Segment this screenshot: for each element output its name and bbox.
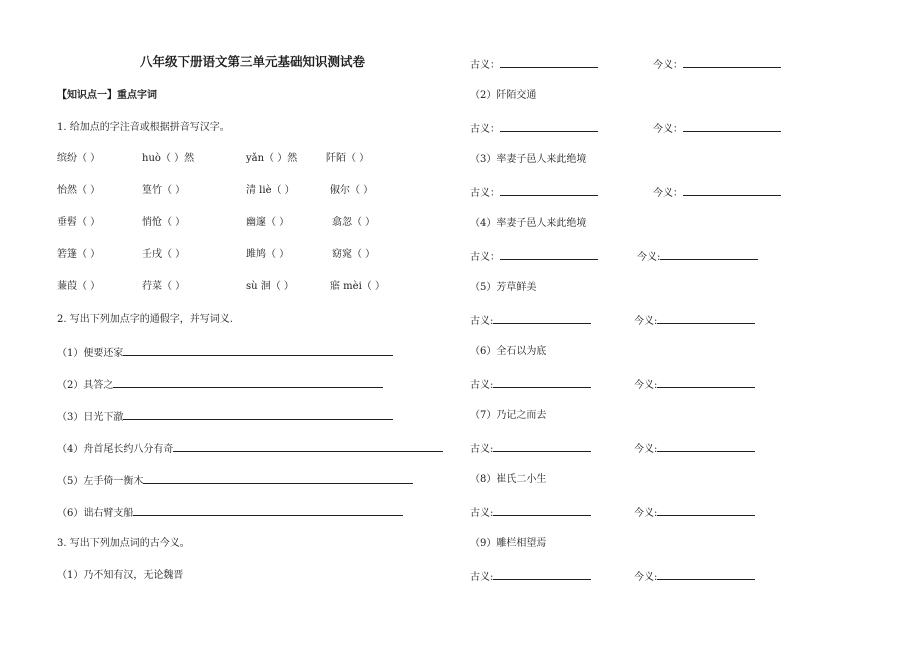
q2-prompt: 2. 写出下列加点字的通假字，并写词义. bbox=[57, 314, 233, 325]
q1-cell: 幽邃（ ） bbox=[246, 217, 290, 228]
q2-item: （1）便要还家 bbox=[57, 345, 393, 361]
q1-cell: 俶尔（ ） bbox=[330, 185, 374, 196]
answer-line[interactable] bbox=[493, 569, 591, 580]
q1-cell: 悄怆（ ） bbox=[142, 217, 186, 228]
answer-line[interactable] bbox=[660, 249, 758, 260]
jin-yi-field: 今义: bbox=[634, 313, 755, 329]
gu-yi-field: 古义： bbox=[470, 57, 598, 73]
answer-line[interactable] bbox=[493, 377, 591, 388]
q1-cell: 荇菜（ ） bbox=[142, 281, 186, 292]
jin-yi-field: 今义: bbox=[634, 569, 755, 585]
q1-cell: 篁竹（ ） bbox=[142, 185, 186, 196]
q2-item: （4）舟首尾长约八分有奇 bbox=[57, 441, 443, 457]
answer-line[interactable] bbox=[683, 121, 781, 132]
answer-line[interactable] bbox=[500, 57, 598, 68]
answer-line[interactable] bbox=[683, 57, 781, 68]
answer-line[interactable] bbox=[683, 185, 781, 196]
q2-item: （6）诎右臂支船 bbox=[57, 505, 403, 521]
q1-cell: 垂髫（ ） bbox=[57, 217, 101, 228]
jin-yi-field: 今义: bbox=[634, 377, 755, 393]
right-item: （2）阡陌交通 bbox=[470, 90, 537, 101]
q1-cell: 寤 mèi（ ） bbox=[330, 281, 385, 292]
jin-yi-field: 今义: bbox=[634, 505, 755, 521]
q2-item: （2）具答之 bbox=[57, 377, 383, 393]
gu-yi-field: 古义: bbox=[470, 377, 591, 393]
gu-yi-field: 古义： bbox=[470, 121, 598, 137]
answer-line[interactable] bbox=[143, 473, 413, 484]
answer-line[interactable] bbox=[657, 313, 755, 324]
answer-line[interactable] bbox=[123, 409, 393, 420]
right-item: （5）芳草鲜美 bbox=[470, 282, 537, 293]
answer-line[interactable] bbox=[493, 313, 591, 324]
q1-cell: 箬篷（ ） bbox=[57, 249, 101, 260]
right-item: （9）雕栏相望焉 bbox=[470, 538, 547, 549]
q1-cell: sù 洄（ ） bbox=[246, 281, 294, 292]
q1-cell: 翕忽（ ） bbox=[332, 217, 376, 228]
q1-cell: 清 liè（ ） bbox=[246, 185, 295, 196]
gu-yi-field: 古义: bbox=[470, 313, 591, 329]
gu-yi-field: 古义： bbox=[470, 185, 598, 201]
jin-yi-field: 今义: bbox=[634, 441, 755, 457]
gu-yi-field: 古义: bbox=[470, 505, 591, 521]
answer-line[interactable] bbox=[123, 345, 393, 356]
answer-line[interactable] bbox=[133, 505, 403, 516]
q2-item: （5）左手倚一衡木 bbox=[57, 473, 413, 489]
gu-yi-field: 古义: bbox=[470, 441, 591, 457]
q1-cell: 阡陌（ ） bbox=[326, 153, 370, 164]
jin-yi-field: 今义： bbox=[653, 185, 781, 201]
answer-line[interactable] bbox=[493, 441, 591, 452]
answer-line[interactable] bbox=[657, 441, 755, 452]
right-item: （3）率妻子邑人来此绝境 bbox=[470, 154, 587, 165]
q2-item: （3）日光下澈 bbox=[57, 409, 393, 425]
right-item: （6）全石以为底 bbox=[470, 346, 547, 357]
doc-title: 八年级下册语文第三单元基础知识测试卷 bbox=[140, 54, 366, 69]
q1-cell: huò（ ）然 bbox=[142, 153, 195, 164]
q1-cell: yǎn（ ）然 bbox=[246, 153, 298, 164]
right-item: （4）率妻子邑人来此绝境 bbox=[470, 218, 587, 229]
jin-yi-field: 今义： bbox=[653, 121, 781, 137]
section-heading: 【知识点一】重点字词 bbox=[57, 90, 157, 101]
right-item: （8）崔氏二小生 bbox=[470, 474, 547, 485]
gu-yi-field: 古义: bbox=[470, 569, 591, 585]
jin-yi-field: 今义: bbox=[637, 249, 758, 265]
answer-line[interactable] bbox=[500, 185, 598, 196]
q1-cell: 雎鸠（ ） bbox=[246, 249, 290, 260]
q1-cell: 壬戌（ ） bbox=[142, 249, 186, 260]
answer-line[interactable] bbox=[657, 505, 755, 516]
q1-cell: 蒹葭（ ） bbox=[57, 281, 101, 292]
q1-cell: 怡然（ ） bbox=[57, 185, 101, 196]
gu-yi-field: 古义： bbox=[470, 249, 598, 265]
answer-line[interactable] bbox=[500, 121, 598, 132]
q1-prompt: 1. 给加点的字注音或根据拼音写汉字。 bbox=[57, 122, 230, 133]
answer-line[interactable] bbox=[173, 441, 443, 452]
q1-cell: 窈窕（ ） bbox=[332, 249, 376, 260]
answer-line[interactable] bbox=[657, 569, 755, 580]
right-item: （7）乃记之而去 bbox=[470, 410, 547, 421]
answer-line[interactable] bbox=[500, 249, 598, 260]
answer-line[interactable] bbox=[493, 505, 591, 516]
q3-prompt: 3. 写出下列加点词的古今义。 bbox=[57, 538, 190, 549]
q3-item: （1）乃不知有汉，无论魏晋 bbox=[57, 570, 184, 581]
q1-cell: 缤纷（ ） bbox=[57, 153, 101, 164]
jin-yi-field: 今义： bbox=[653, 57, 781, 73]
answer-line[interactable] bbox=[113, 377, 383, 388]
answer-line[interactable] bbox=[657, 377, 755, 388]
